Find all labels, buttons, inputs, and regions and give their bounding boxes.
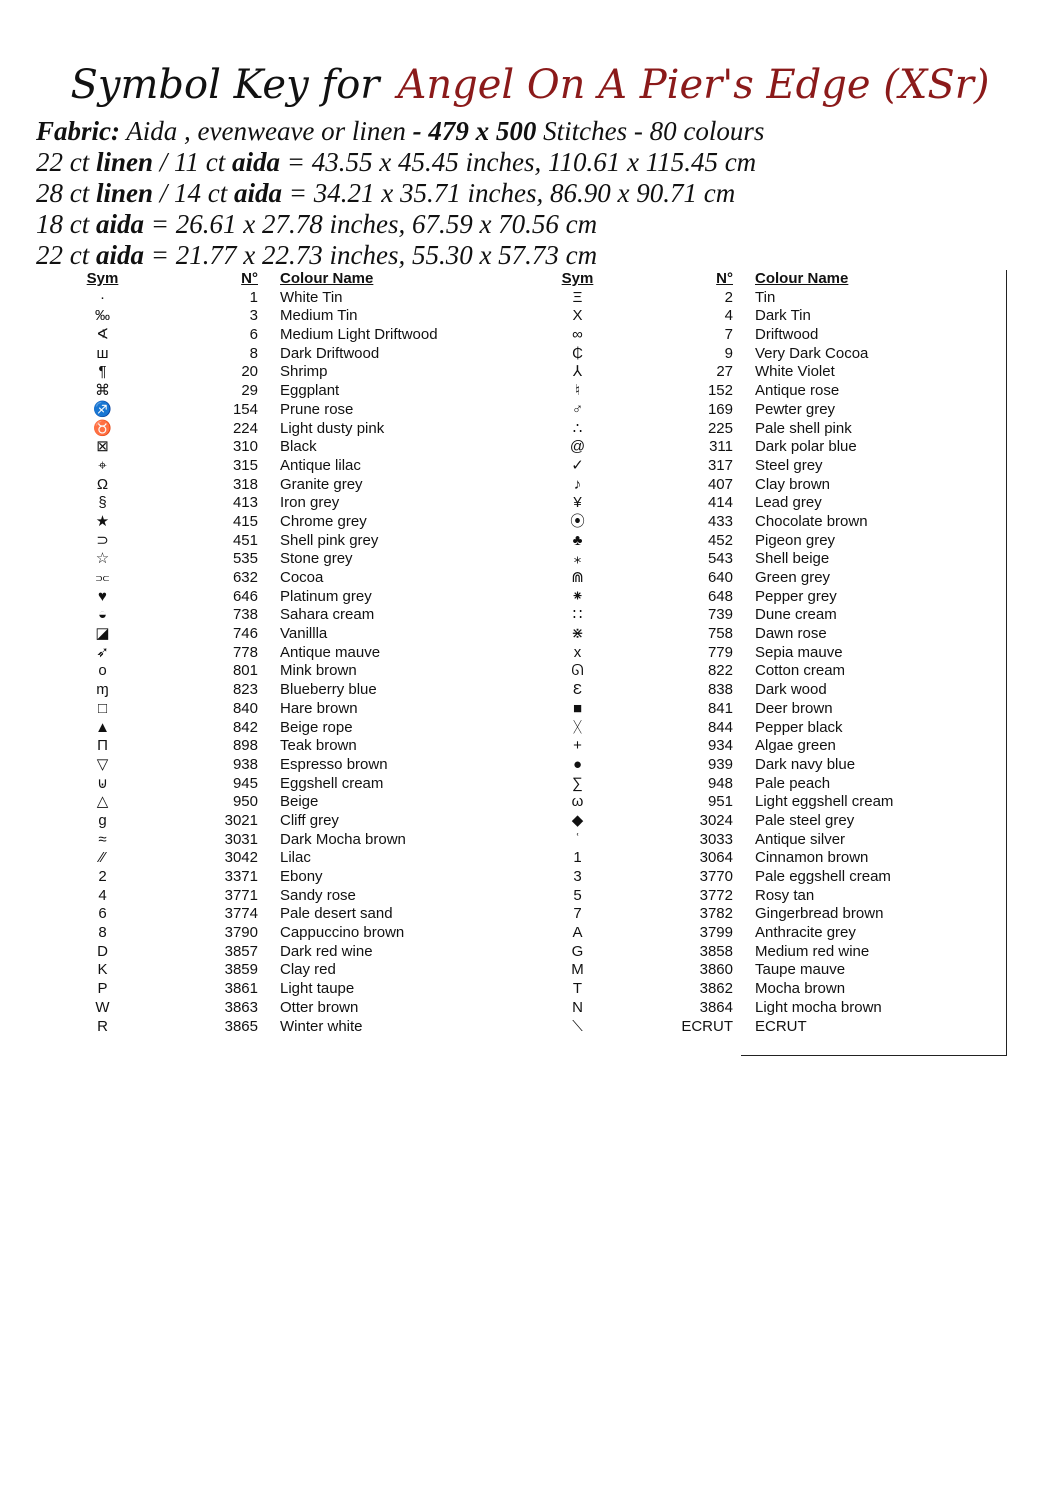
symbol-cell: o — [98, 662, 107, 680]
colour-name-cell: Dark polar blue — [755, 438, 857, 456]
colour-name-cell: Eggshell cream — [280, 774, 384, 792]
page-title — [0, 58, 1060, 112]
number-cell: 3857 — [224, 942, 258, 960]
size-line-28ct-linen — [36, 178, 1036, 209]
colour-name-cell: Eggplant — [280, 382, 340, 400]
symbol-cell: ▲ — [95, 718, 110, 736]
symbol-cell: ♐ — [93, 400, 112, 418]
number-cell: 938 — [232, 755, 258, 773]
colour-name-cell: Pepper black — [755, 718, 843, 736]
symbol-cell: ᘏ — [571, 662, 584, 680]
colour-name-cell: Light eggshell cream — [755, 793, 894, 811]
number-cell: 315 — [232, 456, 258, 474]
number-cell: ECRUT — [681, 1017, 733, 1035]
symbol-cell: ⫗ — [95, 569, 110, 586]
number-cell: 317 — [707, 456, 733, 474]
symbol-cell: ⋒ — [571, 569, 584, 586]
size-pre: 18 ct — [36, 209, 96, 239]
number-cell: 535 — [232, 550, 258, 568]
symbol-cell: W — [95, 998, 110, 1016]
table-border-right — [1006, 270, 1007, 1056]
colour-name-cell: Anthracite grey — [755, 924, 856, 942]
symbol-cell: ▽ — [96, 755, 109, 773]
number-cell: 29 — [241, 382, 258, 400]
symbol-cell: 8 — [98, 924, 107, 942]
symbol-cell: ⌖ — [98, 456, 107, 474]
colour-name-cell: Shell beige — [755, 550, 830, 568]
colour-name-cell: Pale eggshell cream — [755, 868, 891, 885]
number-cell: 738 — [232, 606, 258, 624]
symbol-cell: ⦿ — [569, 512, 585, 530]
symbol-cell: + — [573, 737, 582, 755]
colour-name-cell: White Violet — [755, 363, 835, 381]
number-cell: 3863 — [224, 998, 258, 1016]
colour-name-cell: Otter brown — [280, 998, 359, 1016]
colour-name-cell: Antique rose — [755, 382, 840, 400]
colour-name-cell: Pale peach — [755, 774, 831, 792]
number-cell: 152 — [707, 382, 733, 400]
number-cell: 415 — [232, 512, 258, 530]
title-lead: Symbol Key for — [70, 62, 380, 108]
colour-name-cell: Tin — [755, 288, 776, 306]
number-cell: 318 — [232, 475, 258, 493]
colour-name-cell: Stone grey — [280, 550, 353, 568]
symbol-cell: D — [97, 942, 108, 960]
symbol-cell: ω — [571, 793, 584, 811]
size-value: = 43.55 x 45.45 inches, 110.61 x 115.45 cm — [280, 147, 757, 177]
colour-name-cell: Rosy tan — [755, 886, 815, 904]
size-value: = 21.77 x 22.73 inches, 55.30 x 57.73 cm — [144, 240, 598, 270]
number-cell: 950 — [232, 793, 258, 811]
number-cell: 3861 — [224, 980, 258, 998]
symbol-cell: X — [572, 307, 583, 325]
size-bold: aida — [232, 147, 281, 177]
symbol-cell: ∷ — [572, 606, 583, 624]
size-line-22ct-linen — [36, 147, 1036, 178]
colour-name-cell: Medium Tin — [280, 307, 358, 325]
number-cell: 840 — [232, 699, 258, 717]
number-cell: 951 — [707, 793, 733, 811]
symbol-cell: ⁄⁄ — [99, 849, 105, 867]
colour-name-cell: Beige rope — [280, 718, 353, 736]
colour-name-cell: Dark Driftwood — [280, 344, 380, 362]
colour-name-cell: ECRUT — [755, 1017, 807, 1035]
colour-name-cell: Medium Light Driftwood — [280, 326, 438, 344]
colour-name-cell: Light taupe — [280, 980, 355, 998]
number-cell: 413 — [232, 494, 258, 512]
colour-name-cell: Dawn rose — [755, 625, 827, 643]
number-cell: 3782 — [699, 905, 733, 923]
colour-name-cell: Vanillla — [280, 625, 328, 643]
number-cell: 945 — [232, 774, 258, 792]
symbol-cell: 3 — [573, 868, 582, 885]
number-cell: 3799 — [699, 924, 733, 942]
colour-name-cell: Medium red wine — [755, 942, 870, 960]
stitch-colours: Stitches - 80 colours — [536, 116, 765, 146]
number-cell: 3021 — [224, 811, 258, 829]
number-cell: 1 — [249, 288, 258, 306]
symbol-cell: Ξ — [572, 288, 583, 306]
number-cell: 838 — [707, 681, 733, 699]
size-bold: aida — [234, 178, 283, 208]
symbol-cell: ⌘ — [95, 382, 110, 400]
colour-name-cell: Sahara cream — [280, 606, 375, 624]
colour-name-cell: White Tin — [280, 288, 343, 306]
header-sym: Sym — [561, 270, 594, 287]
number-cell: 779 — [707, 643, 733, 661]
colour-name-cell: Platinum grey — [280, 587, 372, 605]
fabric-dash: - — [412, 116, 429, 146]
colour-name-cell: Algae green — [755, 737, 836, 755]
symbol-cell: ¶ — [98, 363, 107, 381]
colour-name-cell: Dark Mocha brown — [280, 830, 406, 848]
symbol-cell: ♥ — [98, 587, 107, 605]
colour-name-cell: Chocolate brown — [755, 512, 868, 530]
number-cell: 9 — [724, 344, 733, 362]
fabric-info — [36, 116, 1036, 271]
symbol-cell: ⁎ — [573, 550, 582, 568]
symbol-cell: x — [573, 643, 582, 661]
symbol-cell: ш — [96, 344, 109, 362]
symbol-cell: ∢ — [96, 326, 109, 344]
number-cell: 640 — [707, 569, 733, 586]
symbol-cell: G — [571, 942, 584, 960]
symbol-cell: ◆ — [571, 811, 584, 829]
number-cell: 823 — [232, 681, 258, 699]
number-cell: 948 — [707, 774, 733, 792]
number-cell: 3859 — [224, 961, 258, 979]
symbol-cell: ☆ — [95, 550, 110, 568]
number-cell: 4 — [724, 307, 733, 325]
number-cell: 3772 — [699, 886, 733, 904]
symbol-cell: ∴ — [572, 419, 583, 437]
colour-name-cell: Dark wood — [755, 681, 827, 699]
number-cell: 646 — [232, 587, 258, 605]
colour-name-cell: Taupe mauve — [755, 961, 846, 979]
number-cell: 758 — [707, 625, 733, 643]
symbol-cell: 4 — [98, 886, 107, 904]
number-cell: 3 — [249, 307, 258, 325]
number-cell: 841 — [707, 699, 733, 717]
colour-name-cell: Shrimp — [280, 363, 328, 381]
number-cell: 3858 — [699, 942, 733, 960]
number-cell: 746 — [232, 625, 258, 643]
colour-name-cell: Pale desert sand — [280, 905, 393, 923]
symbol-cell: ⊃ — [96, 531, 109, 549]
size-mid: / 14 ct — [153, 178, 235, 208]
size-bold: linen — [96, 178, 154, 208]
colour-name-cell: Teak brown — [280, 737, 357, 755]
symbol-cell: ♉ — [93, 419, 112, 437]
colour-name-cell: Cinnamon brown — [755, 849, 869, 867]
number-cell: 414 — [707, 494, 733, 512]
colour-name-cell: Light dusty pink — [280, 419, 385, 437]
number-cell: 543 — [707, 550, 733, 568]
symbol-cell: ⟍ — [572, 1017, 583, 1035]
symbol-cell: § — [98, 494, 107, 512]
colour-name-cell: Hare brown — [280, 699, 358, 717]
colour-name-cell: Light mocha brown — [755, 998, 882, 1016]
table-border-bottom — [741, 1055, 1007, 1056]
number-cell: 778 — [232, 643, 258, 661]
number-cell: 648 — [707, 587, 733, 605]
number-cell: 3860 — [699, 961, 733, 979]
fabric-line — [36, 116, 1036, 147]
number-cell: 844 — [707, 718, 733, 736]
symbol-cell: T — [572, 980, 583, 998]
number-cell: 934 — [707, 737, 733, 755]
colour-name-cell: Antique silver — [755, 830, 846, 848]
size-pre: 28 ct — [36, 178, 96, 208]
symbol-cell: ʿ — [575, 830, 580, 848]
size-pre: 22 ct — [36, 240, 96, 270]
number-cell: 7 — [724, 326, 733, 344]
colour-name-cell: Iron grey — [280, 494, 340, 512]
colour-name-cell: Pepper grey — [755, 587, 837, 605]
symbol-cell: 1 — [573, 849, 582, 867]
header-num: N° — [241, 270, 258, 287]
number-cell: 3024 — [699, 811, 733, 829]
number-cell: 169 — [707, 400, 733, 418]
colour-name-cell: Green grey — [755, 569, 831, 586]
size-line-22ct-aida — [36, 240, 1036, 271]
symbol-cell: ★ — [95, 512, 110, 530]
symbol-cell: K — [97, 961, 108, 979]
symbol-cell: ¥ — [573, 494, 582, 512]
number-cell: 3862 — [699, 980, 733, 998]
symbol-cell: P — [97, 980, 108, 998]
size-line-18ct-aida — [36, 209, 1036, 240]
colour-name-cell: Blueberry blue — [280, 681, 377, 699]
number-cell: 632 — [232, 569, 258, 586]
colour-name-cell: Gingerbread brown — [755, 905, 884, 923]
colour-name-cell: Dark red wine — [280, 942, 373, 960]
symbol-cell: ◒ — [97, 606, 108, 624]
colour-name-cell: Winter white — [280, 1017, 363, 1035]
symbol-cell: R — [97, 1017, 108, 1035]
size-bold: aida — [96, 209, 145, 239]
symbol-cell: Ɛ — [572, 681, 583, 699]
symbol-cell: ■ — [572, 699, 583, 717]
colour-name-cell: Pigeon grey — [755, 531, 836, 549]
symbol-cell: ♮ — [574, 382, 581, 400]
colour-name-cell: Dune cream — [755, 606, 837, 624]
colour-name-cell: Chrome grey — [280, 512, 367, 530]
fabric-label: Fabric: — [36, 116, 120, 146]
symbol-cell: 7 — [573, 905, 582, 923]
symbol-cell: M — [571, 961, 584, 979]
colour-name-cell: Pewter grey — [755, 400, 836, 418]
number-cell: 3770 — [699, 868, 733, 885]
size-bold: aida — [96, 240, 145, 270]
number-cell: 154 — [232, 400, 258, 418]
symbol-cell: ✓ — [571, 456, 584, 474]
number-cell: 898 — [232, 737, 258, 755]
colour-name-cell: Cocoa — [280, 569, 324, 586]
header-num: N° — [716, 270, 733, 287]
number-cell: 407 — [707, 475, 733, 493]
number-cell: 224 — [232, 419, 258, 437]
number-cell: 433 — [707, 512, 733, 530]
colour-name-cell: Pale steel grey — [755, 811, 855, 829]
symbol-cell: ♪ — [573, 475, 582, 493]
symbol-cell: ∞ — [572, 326, 583, 344]
symbol-cell: A — [572, 924, 583, 942]
colour-name-cell: Shell pink grey — [280, 531, 379, 549]
colour-name-cell: Beige — [280, 793, 319, 811]
number-cell: 3790 — [224, 924, 258, 942]
symbol-cell: ≈ — [98, 830, 107, 848]
symbol-cell: ₵ — [572, 344, 583, 362]
size-value: = 26.61 x 27.78 inches, 67.59 x 70.56 cm — [144, 209, 598, 239]
number-cell: 3864 — [699, 998, 733, 1016]
number-cell: 842 — [232, 718, 258, 736]
number-cell: 3031 — [224, 830, 258, 848]
colour-name-cell: Granite grey — [280, 475, 363, 493]
symbol-cell: ∑ — [572, 774, 583, 792]
symbol-cell: 5 — [573, 886, 582, 904]
colour-name-cell: Very Dark Cocoa — [755, 344, 869, 362]
symbol-cell: g — [98, 811, 107, 829]
colour-name-cell: Antique lilac — [280, 456, 361, 474]
colour-name-cell: Pale shell pink — [755, 419, 852, 437]
colour-name-cell: Antique mauve — [280, 643, 381, 661]
colour-name-cell: Black — [280, 438, 317, 456]
number-cell: 3774 — [224, 905, 258, 923]
colour-name-cell: Clay brown — [755, 475, 831, 493]
number-cell: 8 — [249, 344, 258, 362]
colour-name-cell: Lead grey — [755, 494, 822, 512]
number-cell: 822 — [707, 662, 733, 680]
number-cell: 939 — [707, 755, 733, 773]
symbol-cell: ⁕ — [571, 587, 584, 605]
colour-name-cell: Espresso brown — [280, 755, 388, 773]
number-cell: 3033 — [699, 830, 733, 848]
pattern-name: Angel On A Pier's Edge (XSr) — [397, 62, 990, 108]
symbol-cell: 6 — [98, 905, 107, 923]
symbol-cell: ◪ — [95, 625, 110, 643]
size-pre: 22 ct — [36, 147, 96, 177]
number-cell: 451 — [232, 531, 258, 549]
symbol-cell: ɱ — [96, 681, 109, 699]
symbol-cell: □ — [97, 699, 108, 717]
number-cell: 225 — [707, 419, 733, 437]
symbol-cell: · — [100, 288, 105, 306]
symbol-cell: Ω — [96, 475, 109, 493]
colour-name-cell: Deer brown — [755, 699, 833, 717]
colour-name-cell: Mocha brown — [755, 980, 846, 998]
stitch-count: 479 x 500 — [428, 116, 537, 146]
colour-name-cell: Lilac — [280, 849, 311, 867]
number-cell: 739 — [707, 606, 733, 624]
colour-name-cell: Driftwood — [755, 326, 819, 344]
fabric-types: Aida , evenweave or linen — [120, 116, 413, 146]
number-cell: 27 — [716, 363, 733, 381]
symbol-cell: ● — [572, 755, 583, 773]
colour-name-cell: Ebony — [280, 868, 323, 885]
symbol-cell: N — [572, 998, 583, 1016]
number-cell: 452 — [707, 531, 733, 549]
symbol-cell: 2 — [98, 868, 107, 885]
symbol-cell: ♣ — [572, 531, 583, 549]
header-name: Colour Name — [280, 270, 374, 287]
size-bold: linen — [96, 147, 154, 177]
colour-name-cell: Cotton cream — [755, 662, 846, 680]
colour-name-cell: Sepia mauve — [755, 643, 843, 661]
colour-name-cell: Prune rose — [280, 400, 354, 418]
symbol-cell: ⊍ — [97, 774, 108, 792]
symbol-cell: △ — [96, 793, 109, 811]
symbol-cell: Π — [97, 737, 108, 755]
colour-name-cell: Clay red — [280, 961, 336, 979]
number-cell: 310 — [232, 438, 258, 456]
number-cell: 3865 — [224, 1017, 258, 1035]
number-cell: 3371 — [224, 868, 258, 885]
symbol-cell: ⋇ — [571, 625, 584, 643]
number-cell: 20 — [241, 363, 258, 381]
symbol-cell: ‰ — [95, 307, 110, 325]
size-mid: / 11 ct — [153, 147, 233, 177]
header-sym: Sym — [86, 270, 119, 287]
colour-name-cell: Dark navy blue — [755, 755, 856, 773]
symbol-cell: @ — [569, 438, 586, 456]
colour-name-cell: Dark Tin — [755, 307, 811, 325]
number-cell: 3771 — [224, 886, 258, 904]
colour-name-cell: Mink brown — [280, 662, 357, 680]
symbol-cell: ➶ — [96, 643, 109, 661]
number-cell: 2 — [724, 288, 733, 306]
size-value: = 34.21 x 35.71 inches, 86.90 x 90.71 cm — [282, 178, 736, 208]
number-cell: 311 — [709, 438, 733, 456]
number-cell: 6 — [249, 326, 258, 344]
colour-name-cell: Cappuccino brown — [280, 924, 405, 942]
number-cell: 3064 — [699, 849, 733, 867]
colour-name-cell: Sandy rose — [280, 886, 356, 904]
number-cell: 801 — [232, 662, 258, 680]
symbol-cell: ᚷ — [572, 718, 582, 736]
number-cell: 3042 — [224, 849, 258, 867]
header-name: Colour Name — [755, 270, 849, 287]
colour-name-cell: Steel grey — [755, 456, 823, 474]
colour-name-cell: Cliff grey — [280, 811, 339, 829]
symbol-cell: ⊠ — [96, 438, 109, 456]
symbol-cell: ♂ — [571, 400, 584, 418]
symbol-cell: ⅄ — [572, 363, 583, 381]
